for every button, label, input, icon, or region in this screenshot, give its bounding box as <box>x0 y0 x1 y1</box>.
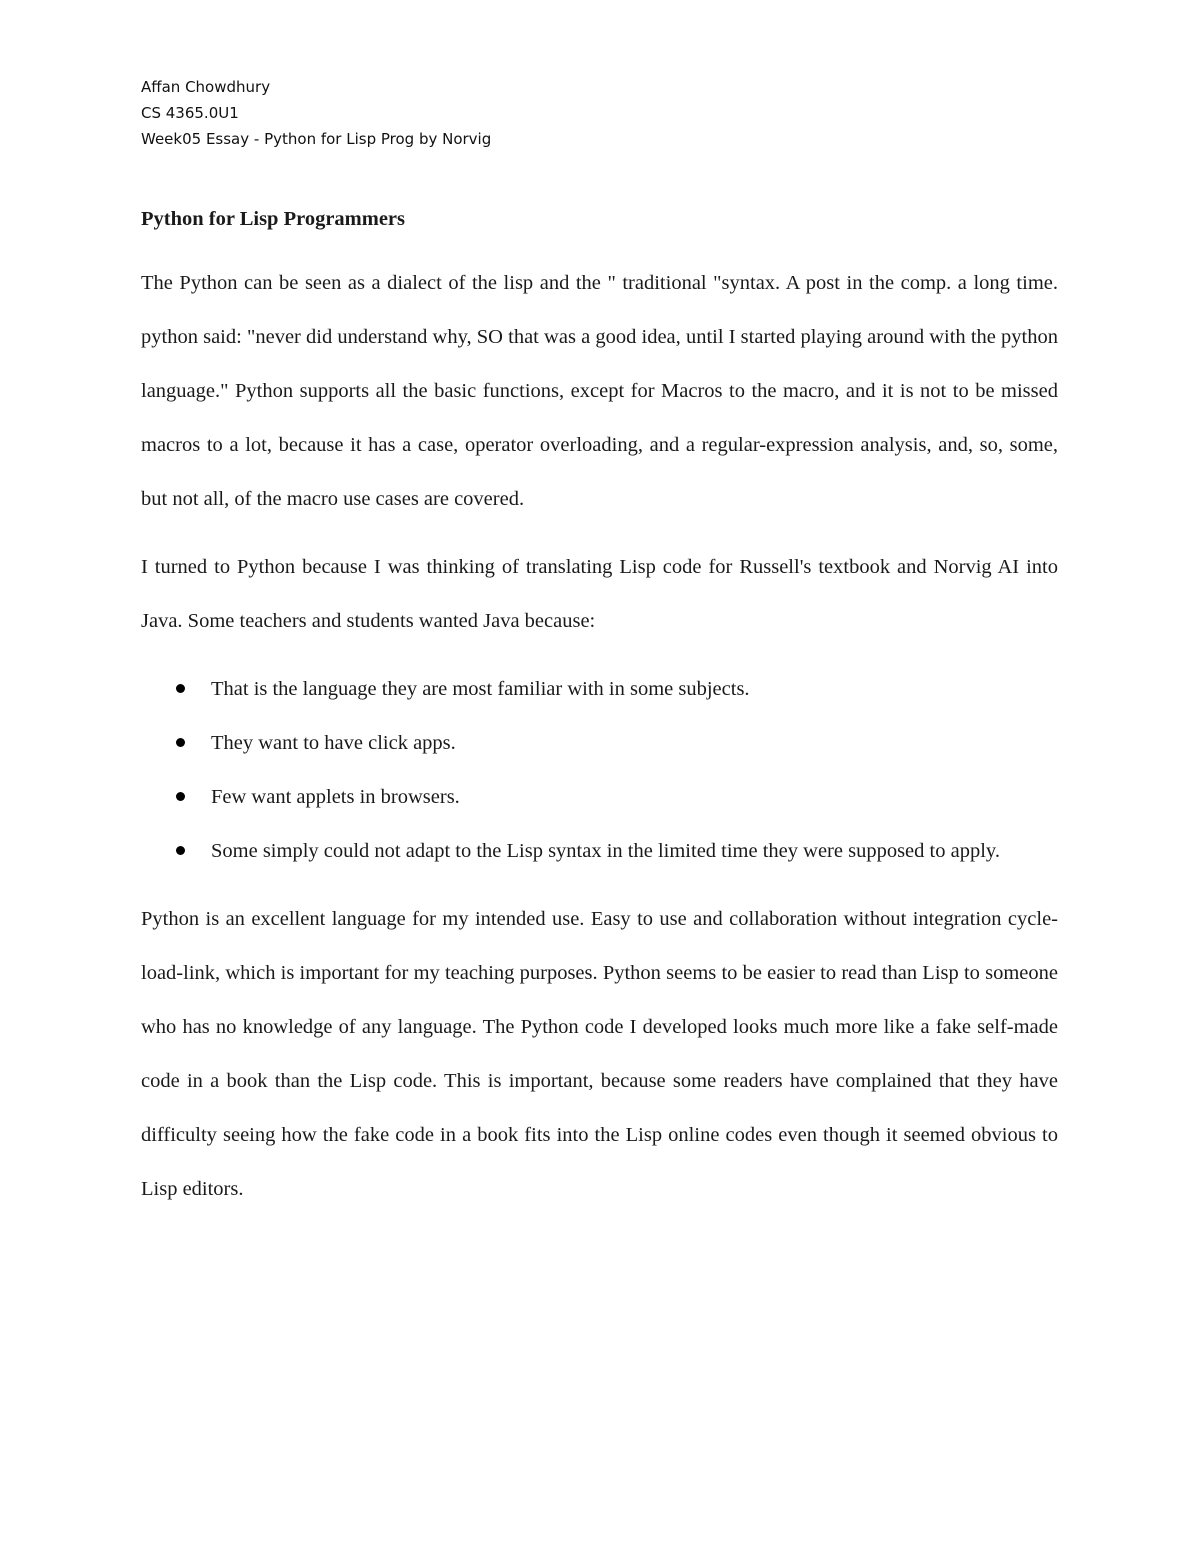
document-header <box>141 74 491 152</box>
author-name: Affan Chowdhury <box>141 78 271 96</box>
paragraph: Python is an excellent language for my intended use. Easy to use and collaboration without integration cycle-load-link, which is important for my teaching purposes. Python seems to be easier to read than Lisp to someone who has no knowledge of any language. The Python code I developed looks much more like a fake self-made code in a book than the Lisp code. This is important, because some readers have complained that they have difficulty seeing how the fake code in a book fits into the Lisp online codes even though it seemed obvious to Lisp editors. <box>141 908 1058 1200</box>
essay-title: Python for Lisp Programmers <box>141 208 406 230</box>
bullet-dot-icon <box>176 792 185 801</box>
assignment-title: Week05 Essay - Python for Lisp Prog by Norvig <box>141 130 492 148</box>
bullet-text: Some simply could not adapt to the Lisp syntax in the limited time they were supposed to apply. <box>211 840 1000 862</box>
bullet-text: They want to have click apps. <box>211 732 456 754</box>
bullet-item <box>141 824 1058 878</box>
document-body <box>141 204 1058 1216</box>
bullet-text: Few want applets in browsers. <box>211 786 460 808</box>
bullet-item <box>141 770 1058 824</box>
bullet-dot-icon <box>176 684 185 693</box>
bullet-dot-icon <box>176 846 185 855</box>
bullet-dot-icon <box>176 738 185 747</box>
bullet-text: That is the language they are most familiar with in some subjects. <box>211 678 750 700</box>
bullet-list <box>141 662 1058 878</box>
bullet-item <box>141 662 1058 716</box>
bullet-item <box>141 716 1058 770</box>
course-code: CS 4365.0U1 <box>141 104 239 122</box>
paragraph: The Python can be seen as a dialect of the lisp and the " traditional "syntax. A post in the comp. a long time. python said: "never did understand why, SO that was a good idea, until I started playing around with the python language." Python supports all the basic functions, except for Macros to the macro, and it is not to be missed macros to a lot, because it has a case, operator overloading, and a regular-expression analysis, and, so, some, but not all, of the macro use cases are covered. <box>141 272 1058 510</box>
paragraph: I turned to Python because I was thinking of translating Lisp code for Russell's textbook and Norvig AI into Java. Some teachers and students wanted Java because: <box>141 556 1058 632</box>
